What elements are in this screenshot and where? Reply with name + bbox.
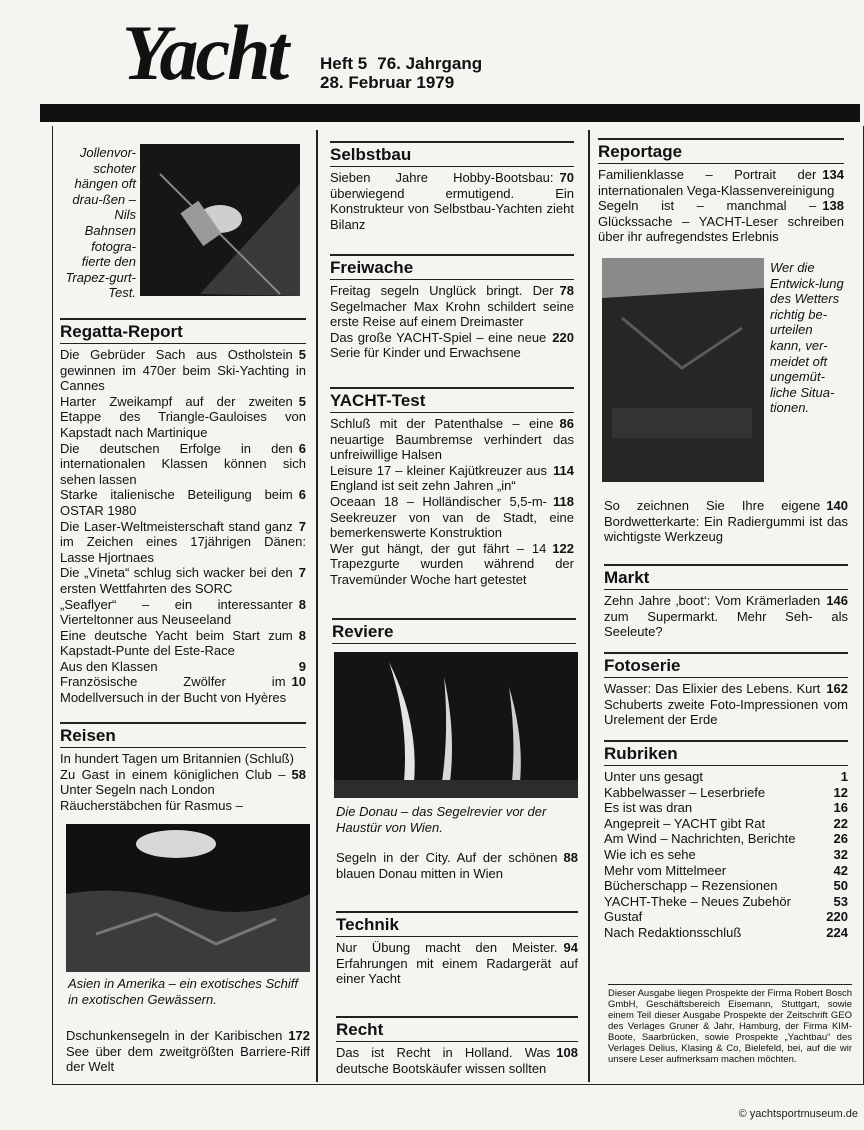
page-number: 6: [298, 487, 306, 503]
recht-list: [336, 1045, 578, 1076]
section-title: YACHT-Test: [330, 387, 574, 413]
page-number: 22: [833, 815, 848, 831]
page-number: 108: [556, 1045, 578, 1060]
entry-text: Das große YACHT-Spiel – eine neue Serie für Kinder und Erwachsene: [330, 329, 547, 361]
freiwache-list: [330, 283, 574, 361]
toc-entry[interactable]: [66, 1028, 310, 1075]
toc-entry[interactable]: [330, 330, 574, 361]
toc-entry[interactable]: [604, 785, 848, 801]
entry-text: Nur Übung macht den Meister. Erfahrungen mit einem Radargerät auf einer Yacht: [336, 940, 578, 987]
entry-text: Wer gut hängt, der gut fährt – 14 Trapezgurte wurden während der Travemünder Woche hart getestet: [330, 540, 574, 587]
section-title: Regatta-Report: [60, 318, 306, 344]
page-number: 140: [826, 498, 848, 513]
toc-entry[interactable]: [604, 863, 848, 879]
section-title: Markt: [604, 564, 848, 590]
toc-entry[interactable]: [60, 628, 306, 659]
toc-entry[interactable]: [604, 681, 848, 728]
section-regatta-report: [60, 318, 306, 706]
entry-text: Es ist was dran: [604, 800, 693, 816]
weather-caption: Wer die Entwick-lung des Wetters richtig be-urteilen kann, ver-meidet oft ungemüt-liche Situa-tionen.: [770, 260, 844, 416]
toc-entry[interactable]: [336, 940, 578, 987]
entry-text: Dschunkensegeln in der Karibischen See über dem zweitgrößten Barriere-Riff der Welt: [66, 1028, 310, 1075]
entry-text: Die Laser-Weltmeisterschaft stand ganz im Zeichen eines 17jährigen Dänen: Lasse Hjortnaes: [60, 518, 306, 565]
toc-entry[interactable]: [60, 659, 306, 675]
page-number: 9: [298, 658, 306, 674]
markt-list: [604, 593, 848, 640]
page-number: 220: [552, 329, 574, 345]
entry-text: Segeln ist – manchmal – Glückssache – YACHT-Leser schreiben über ihr aufregendstes Erlebnis: [598, 198, 844, 245]
entry-text: Sieben Jahre Hobby-Bootsbau: überwiegend ermutigend. Ein Konstrukteur von Selbstbau-Yachten zieht Bilanz: [330, 170, 574, 232]
toc-entry[interactable]: [604, 878, 848, 894]
volume: 76. Jahrgang: [377, 54, 483, 73]
page-number: 114: [553, 462, 574, 478]
page-number: 134: [822, 167, 844, 182]
toc-entry[interactable]: [60, 347, 306, 394]
section-technik: [336, 911, 578, 987]
reisen-last-entry: [66, 1028, 310, 1075]
page-number: 118: [553, 493, 574, 509]
toc-entry[interactable]: [330, 463, 574, 494]
section-recht: [336, 1016, 578, 1076]
page-number: 8: [298, 596, 306, 612]
entry-text: Starke italienische Beteiligung beim OSTAR 1980: [60, 487, 293, 518]
cover-caption: Jollenvor-schoter hängen oft drau-ßen – Nils Bahnsen fotogra-fierte den Trapez-gurt-Test.: [65, 145, 136, 301]
entry-text: Oceaan 18 – Holländischer 5,5-m-Seekreuzer von van de Stadt, eine bemerkenswerte Konstruktion: [330, 493, 574, 541]
page-number: 42: [833, 862, 848, 878]
entry-text: Zu Gast in einem königlichen Club – Unter Segeln nach London: [60, 766, 286, 798]
toc-entry[interactable]: [60, 597, 306, 628]
section-selbstbau: [330, 141, 574, 232]
junk-photo-image: [66, 824, 310, 972]
entry-text: Die deutschen Erfolge in den internationalen Klassen können sich sehen lassen: [60, 440, 306, 487]
test-list: [330, 416, 574, 588]
toc-entry[interactable]: [330, 494, 574, 541]
toc-entry[interactable]: [604, 925, 848, 941]
entry-text: Mehr vom Mittelmeer: [604, 862, 727, 878]
junk-photo: [66, 824, 310, 972]
page-number: 88: [563, 850, 578, 865]
column-divider: [588, 130, 590, 1082]
section-title: Technik: [336, 911, 578, 937]
section-markt: [604, 564, 848, 640]
page-number: 162: [826, 681, 848, 696]
yacht-logo: Yacht: [122, 9, 287, 96]
entry-text: Familienklasse – Portrait der internationalen Vega-Klassenvereinigung: [598, 167, 835, 198]
section-title: Reportage: [598, 138, 844, 164]
section-reportage: [598, 138, 844, 245]
reportage-list: [598, 167, 844, 245]
toc-entry[interactable]: [60, 441, 306, 488]
toc-entry[interactable]: [336, 850, 578, 881]
page-number: 7: [298, 565, 306, 581]
section-title: Fotoserie: [604, 652, 848, 678]
toc-entry[interactable]: [598, 198, 844, 245]
page-number: 220: [826, 909, 848, 925]
page-number: 138: [822, 198, 844, 214]
toc-entry[interactable]: [604, 498, 848, 545]
section-title: Recht: [336, 1016, 578, 1042]
page-number: 5: [298, 347, 306, 362]
toc-entry[interactable]: [604, 894, 848, 910]
page-number: 50: [833, 878, 848, 894]
page-number: 10: [291, 674, 306, 690]
toc-entry[interactable]: [336, 1045, 578, 1076]
entry-text: Unter uns gesagt: [604, 769, 704, 784]
issue-date: 28. Februar 1979: [320, 73, 455, 92]
section-title: Freiwache: [330, 254, 574, 280]
page-number: 8: [298, 627, 306, 643]
page-number: 70: [559, 170, 574, 185]
page-number: 12: [833, 784, 848, 800]
entry-text: Eine deutsche Yacht beim Start zum Kapstadt-Punte del Este-Race: [60, 627, 293, 659]
entry-text: Angepreit – YACHT gibt Rat: [604, 815, 766, 831]
toc-entry[interactable]: [604, 909, 848, 925]
section-title: Selbstbau: [330, 141, 574, 167]
junk-caption: Asien in Amerika – ein exotisches Schiff in exotischen Gewässern.: [68, 976, 299, 1007]
toc-entry[interactable]: [604, 816, 848, 832]
toc-entry[interactable]: [604, 831, 848, 847]
reportage-after: [604, 498, 848, 545]
toc-entry[interactable]: [60, 394, 306, 441]
entry-text: Wie ich es sehe: [604, 846, 696, 862]
entry-text: Gustaf: [604, 909, 643, 925]
trapeze-photo-image: [140, 144, 300, 296]
page-number: 146: [826, 593, 848, 608]
page-number: 224: [826, 924, 848, 940]
toc-entry[interactable]: [598, 167, 844, 198]
toc-entry[interactable]: [60, 487, 306, 518]
entry-text: Aus den Klassen: [60, 658, 158, 674]
entry-text: Wasser: Das Elixier des Lebens. Kurt Schuberts zweite Foto-Impressionen vom Urelement der Erde: [604, 681, 848, 728]
page-number: 1: [840, 769, 848, 784]
entry-text: YACHT-Theke – Neues Zubehör: [604, 893, 791, 909]
toc-entry[interactable]: [330, 283, 574, 330]
entry-text: Französische Zwölfer im Modellversuch in der Bucht von Hyères: [60, 674, 287, 706]
selbstbau-list: [330, 170, 574, 232]
entry-text: Die Gebrüder Sach aus Ostholstein gewinnen im 470er beim Ski-Yachting in Cannes: [60, 347, 306, 394]
toc-entry[interactable]: [330, 170, 574, 232]
entry-text: Freitag segeln Unglück bringt. Der Segelmacher Max Krohn schildert seine erste Reise auf einem Dreimaster: [330, 283, 574, 330]
section-title: Reviere: [332, 618, 576, 644]
top-rule: [40, 104, 860, 122]
trapeze-photo: [140, 144, 300, 296]
page-number: 86: [559, 416, 574, 431]
reviere-entries: [336, 850, 578, 881]
page-number: 58: [291, 766, 306, 782]
page-number: 5: [298, 393, 306, 409]
insert-notice: Dieser Ausgabe liegen Prospekte der Firma Robert Bosch GmbH, Geschäftsbereich Eisemann, Stuttgart, sowie einem Teil dieser Ausgabe Prospekte der Zeitschrift GEO des Verlages Gruner & Jahr, Hamburg, der Firma KIM-Boote, Saarbrücken, sowie Prospekte „Yachtbau“ des Verlages Delius, Klasing & Co, Bielefeld, bei, auf die wir unsere Leser aufmerksam machen möchten.: [608, 984, 852, 1065]
entry-text: In hundert Tagen um Britannien (Schluß): [60, 751, 294, 766]
toc-entry[interactable]: [60, 798, 306, 814]
toc-entry[interactable]: [330, 416, 574, 463]
danube-photo: [334, 652, 578, 798]
page-number: 32: [833, 846, 848, 862]
section-reviere: [332, 618, 576, 644]
regatta-list: [60, 347, 306, 706]
page-number: 94: [563, 940, 578, 955]
section-reisen: [60, 722, 306, 813]
entry-text: Nach Redaktionsschluß: [604, 924, 742, 940]
section-title: Rubriken: [604, 740, 848, 766]
entry-text: Leisure 17 – kleiner Kajütkreuzer aus England ist seit zehn Jahren „in“: [330, 462, 548, 494]
technik-list: [336, 940, 578, 987]
entry-text: Am Wind – Nachrichten, Berichte: [604, 831, 796, 847]
page-number: 7: [298, 518, 306, 534]
entry-text: So zeichnen Sie Ihre eigene Bordwetterkarte: Ein Radiergummi ist das wichtigste Werkzeug: [604, 498, 848, 545]
danube-caption: Die Donau – das Segelrevier vor der Haustür von Wien.: [336, 804, 547, 835]
toc-entry[interactable]: [604, 847, 848, 863]
entry-text: Kabbelwasser – Leserbriefe: [604, 784, 766, 800]
toc-entry[interactable]: [60, 519, 306, 566]
section-fotoserie: [604, 652, 848, 728]
toc-entry[interactable]: [604, 593, 848, 640]
page-number: 78: [559, 283, 574, 298]
toc-entry[interactable]: [604, 800, 848, 816]
toc-entry[interactable]: [60, 767, 306, 798]
issue-number: Heft 5: [320, 54, 368, 73]
entry-text: Die „Vineta“ schlug sich wacker bei den ersten Wettfahrten des SORC: [60, 565, 293, 596]
section-yacht-test: [330, 387, 574, 588]
reisen-list: [60, 751, 306, 813]
entry-text: „Seaflyer“ – ein interessanter Vierteltonner aus Neuseeland: [60, 596, 293, 628]
page-number: 26: [833, 831, 848, 847]
entry-text: Das ist Recht in Holland. Was deutsche Bootskäufer wissen sollten: [336, 1045, 551, 1076]
page-number: 172: [288, 1028, 310, 1043]
page-number: 122: [552, 540, 574, 556]
entry-text: Räucherstäbchen für Rasmus –: [60, 797, 243, 813]
toc-entry[interactable]: [330, 541, 574, 588]
page-number: 16: [833, 800, 848, 816]
toc-entry[interactable]: [60, 751, 306, 767]
toc-entry[interactable]: [60, 674, 306, 705]
entry-text: Bücherschapp – Rezensionen: [604, 878, 778, 894]
reviere-list: [336, 850, 578, 881]
toc-entry[interactable]: [60, 565, 306, 596]
entry-text: Harter Zweikampf auf der zweiten Etappe des Triangle-Gauloises von Kapstadt nach Martinique: [60, 393, 306, 440]
issue-info: [320, 54, 492, 92]
section-title: Reisen: [60, 722, 306, 748]
entry-text: Zehn Jahre ‚boot‘: Vom Krämerladen zum Supermarkt. Mehr Seh- als Seeleute?: [604, 593, 848, 640]
danube-photo-image: [334, 652, 578, 798]
foto-list: [604, 681, 848, 728]
copyright-credit: © yachtsportmuseum.de: [738, 1108, 858, 1120]
column-divider: [316, 130, 318, 1082]
section-freiwache: [330, 254, 574, 361]
page-number: 53: [833, 893, 848, 909]
weather-photo-image: [602, 258, 764, 482]
rubriken-list: [604, 769, 848, 941]
entry-text: Schluß mit der Patenthalse – eine neuartige Baumbremse verhindert das unfreiwillige Halsen: [330, 416, 574, 463]
section-rubriken: [604, 740, 848, 941]
weather-photo: [602, 258, 764, 482]
toc-entry[interactable]: [604, 769, 848, 785]
entry-text: Segeln in der City. Auf der schönen blauen Donau mitten in Wien: [336, 850, 558, 881]
page-number: 6: [298, 440, 306, 456]
